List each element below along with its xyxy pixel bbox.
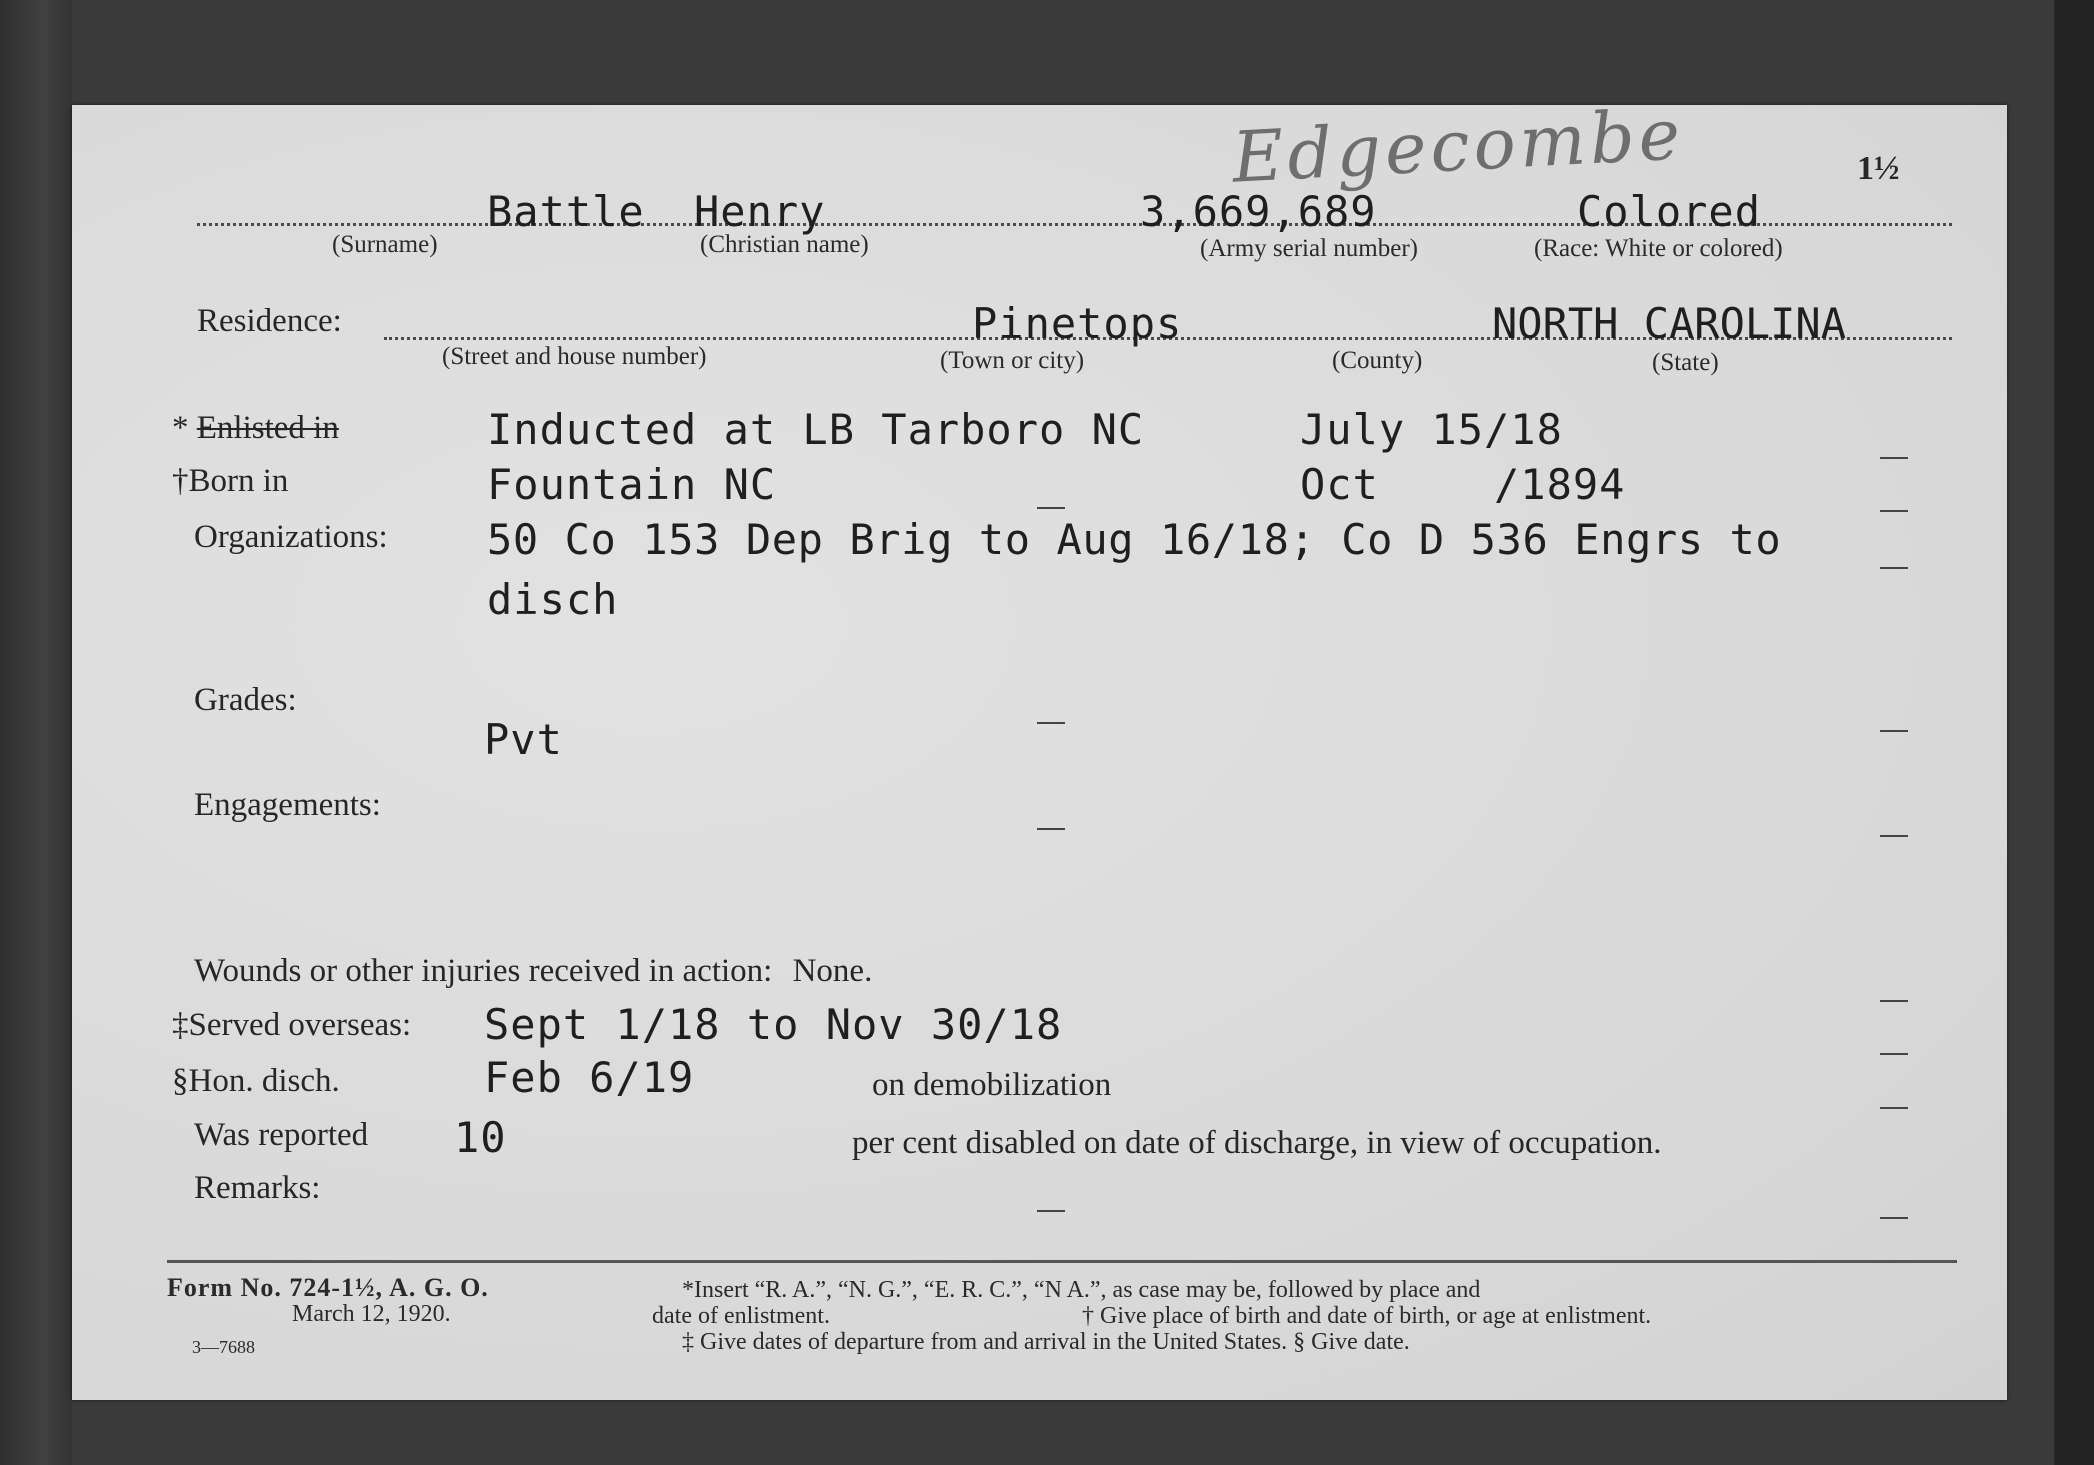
service-record-card	[72, 93, 2007, 1400]
form-number: Form No. 724-1½, A. G. O.	[167, 1273, 489, 1302]
dash	[1880, 835, 1908, 837]
enlisted-mark: *	[172, 410, 189, 446]
grades-label: Grades:	[194, 682, 297, 718]
organizations-line1: 50 Co 153 Dep Brig to Aug 16/18; Co D 536 Engrs to	[487, 515, 1782, 564]
organizations-line2: disch	[487, 575, 619, 624]
residence-town-value: Pinetops	[972, 299, 1183, 348]
born-label: †Born in	[172, 463, 289, 499]
organizations-label: Organizations:	[194, 519, 388, 555]
dash	[1880, 1107, 1908, 1109]
wounds-label	[194, 953, 872, 990]
dash	[1880, 510, 1908, 512]
town-label: (Town or city)	[940, 347, 1085, 374]
residence-label: Residence:	[197, 303, 342, 339]
overseas-value: Sept 1/18 to Nov 30/18	[484, 1000, 1063, 1049]
grades-value: Pvt	[484, 715, 563, 764]
street-label: (Street and house number)	[442, 343, 707, 370]
footer-note-insert: *Insert “R. A.”, “N. G.”, “E. R. C.”, “N A.”, as case may be, followed by place and	[682, 1277, 1481, 1303]
discharge-label: §Hon. disch.	[172, 1063, 340, 1099]
enlisted-label-text: Enlisted in	[196, 410, 339, 446]
print-code: 3—7688	[192, 1337, 255, 1357]
born-month-value: Oct	[1300, 460, 1379, 509]
enlisted-label	[172, 410, 339, 447]
surname-value: Battle	[487, 187, 645, 236]
dash	[1880, 1053, 1908, 1055]
disability-percent: 10	[454, 1113, 507, 1162]
race-label: (Race: White or colored)	[1534, 235, 1783, 262]
serial-number-label: (Army serial number)	[1200, 235, 1418, 262]
engagements-label: Engagements:	[194, 787, 381, 823]
handwritten-county: Edgecombe	[1230, 93, 1686, 199]
remarks-label: Remarks:	[194, 1170, 321, 1206]
footer-note-birth: † Give place of birth and date of birth, or age at enlistment.	[1082, 1303, 1652, 1329]
dash	[1880, 1000, 1908, 1002]
discharge-reason: on demobilization	[872, 1067, 1112, 1103]
county-label: (County)	[1332, 347, 1423, 374]
dash	[1037, 828, 1065, 830]
disability-suffix: per cent disabled on date of discharge, in view of occupation.	[852, 1125, 1662, 1161]
residence-state-value: NORTH CAROLINA	[1492, 299, 1847, 348]
enlisted-date: July 15/18	[1300, 405, 1563, 454]
dash	[1880, 730, 1908, 732]
scan-border-right	[2054, 0, 2094, 1465]
dash	[1037, 722, 1065, 724]
footer-rule	[167, 1260, 1957, 1263]
enlisted-value: Inducted at LB Tarboro NC	[487, 405, 1145, 454]
scan-border-left	[0, 0, 72, 1465]
disability-label: Was reported	[194, 1117, 369, 1153]
dash	[1037, 507, 1065, 509]
dash	[1880, 457, 1908, 459]
race-value: Colored	[1577, 187, 1762, 236]
born-place-value: Fountain NC	[487, 460, 777, 509]
serial-number-value: 3,669,689	[1140, 187, 1377, 236]
form-date: March 12, 1920.	[292, 1301, 451, 1327]
surname-label: (Surname)	[332, 231, 438, 258]
born-year-value: /1894	[1494, 460, 1626, 509]
state-label: (State)	[1652, 349, 1719, 376]
wounds-label-text: Wounds or other injuries received in action:	[194, 953, 773, 989]
discharge-date: Feb 6/19	[484, 1053, 695, 1102]
christian-name-label: (Christian name)	[700, 231, 869, 258]
corner-mark: 1½	[1857, 150, 1900, 187]
dash	[1037, 1210, 1065, 1212]
dash	[1880, 567, 1908, 569]
christian-name-value: Henry	[694, 187, 826, 236]
footer-note-enlistment: date of enlistment.	[652, 1303, 830, 1329]
dash	[1880, 1217, 1908, 1219]
overseas-label: ‡Served overseas:	[172, 1007, 412, 1043]
footer-note-overseas: ‡ Give dates of departure from and arrival in the United States. § Give date.	[682, 1329, 1410, 1355]
wounds-value: None.	[792, 953, 873, 989]
